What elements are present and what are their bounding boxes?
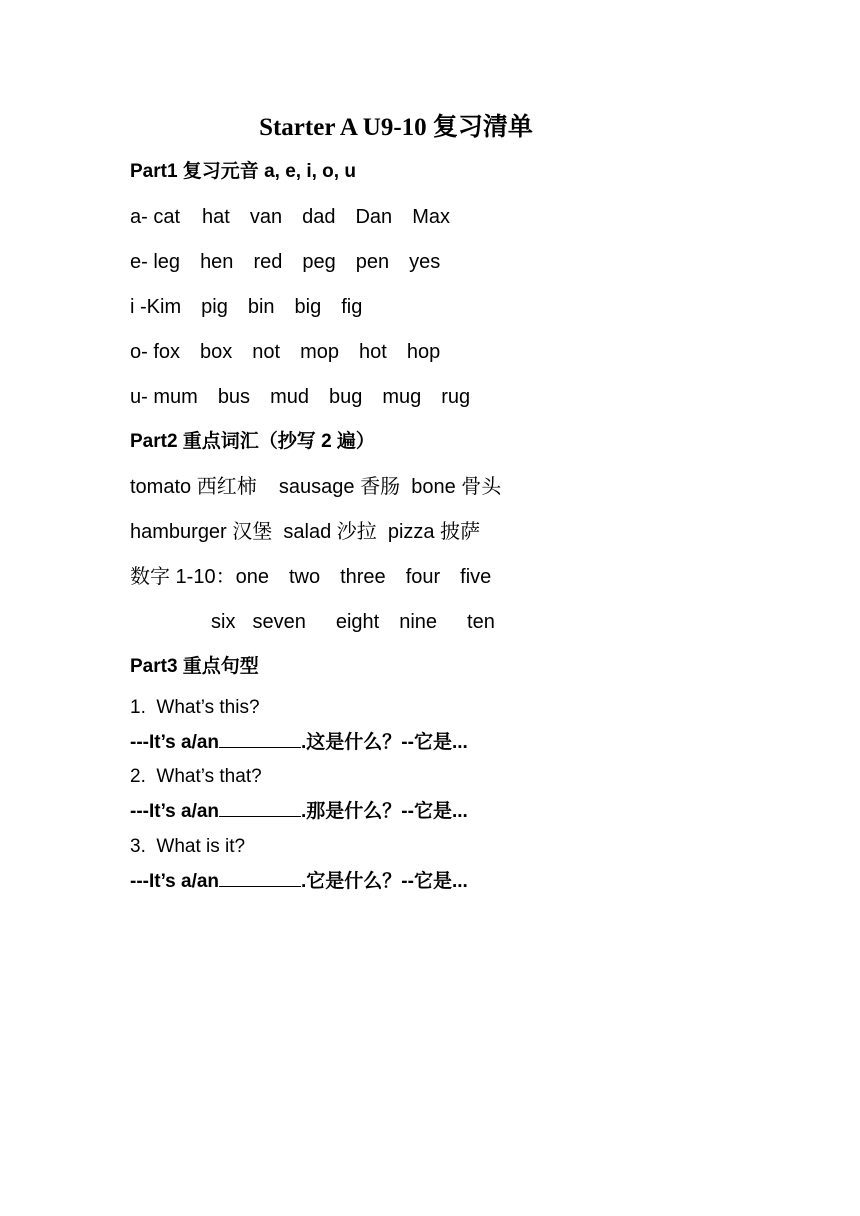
- page-title: Starter A U9-10 复习清单: [259, 114, 533, 141]
- answer-3: [130, 868, 468, 895]
- answer-prefix: ---It’s a/an: [130, 801, 220, 822]
- vowel-prefix: a-: [130, 206, 148, 228]
- word: yes: [409, 251, 441, 273]
- word: bin: [247, 296, 275, 318]
- word: hot: [359, 341, 387, 363]
- number-word: four: [405, 566, 441, 588]
- question-3: 3. What is it?: [130, 836, 246, 857]
- word: Dan: [355, 206, 393, 228]
- answer-blank[interactable]: [219, 729, 301, 748]
- word: Max: [412, 206, 450, 228]
- word: mug: [382, 386, 422, 408]
- word: pig: [201, 296, 228, 318]
- numbers-label: 数字 1-10：: [130, 566, 236, 588]
- vowel-prefix: u-: [130, 386, 148, 408]
- word: not: [252, 341, 281, 363]
- word: hen: [200, 251, 234, 273]
- answer-2: [130, 798, 468, 825]
- word: van: [249, 206, 283, 228]
- word: hat: [202, 206, 230, 228]
- word: fox: [153, 341, 181, 363]
- vowel-row-i: [130, 294, 362, 320]
- answer-blank[interactable]: [219, 798, 301, 817]
- number-word: seven: [252, 611, 306, 633]
- vowel-row-e: [130, 249, 440, 275]
- word: mop: [300, 341, 340, 363]
- word: leg: [153, 251, 181, 273]
- word: box: [200, 341, 233, 363]
- vowel-prefix: e-: [130, 251, 148, 273]
- vowel-row-o: [130, 339, 440, 365]
- word: fig: [341, 296, 363, 318]
- vowel-prefix: i -: [130, 296, 147, 318]
- answer-blank[interactable]: [219, 868, 301, 887]
- number-word: one: [235, 566, 269, 588]
- number-word: two: [288, 566, 321, 588]
- word: pen: [355, 251, 390, 273]
- vowel-row-u: [130, 384, 470, 410]
- question-1: 1. What’s this?: [130, 697, 260, 718]
- answer-suffix: .这是什么？--它是...: [301, 732, 468, 753]
- number-word: five: [460, 566, 492, 588]
- word: mud: [270, 386, 309, 408]
- vocab-line-1: tomato 西红柿 sausage 香肠 bone 骨头: [130, 476, 502, 498]
- word: hop: [406, 341, 441, 363]
- word: bug: [328, 386, 363, 408]
- word: Kim: [146, 296, 182, 318]
- word: rug: [441, 386, 471, 408]
- word: big: [294, 296, 322, 318]
- number-word: nine: [399, 611, 438, 633]
- number-word: eight: [335, 611, 380, 633]
- answer-prefix: ---It’s a/an: [130, 871, 220, 892]
- word: mum: [153, 386, 198, 408]
- part2-heading: Part2 重点词汇（抄写 2 遍）: [130, 431, 375, 452]
- vowel-prefix: o-: [130, 341, 148, 363]
- answer-suffix: .它是什么？--它是...: [301, 871, 468, 892]
- part3-heading: Part3 重点句型: [130, 656, 259, 677]
- word: red: [253, 251, 283, 273]
- vowel-row-a: [130, 204, 450, 230]
- number-word: six: [211, 611, 236, 633]
- word: bus: [217, 386, 251, 408]
- word: peg: [302, 251, 336, 273]
- word: dad: [302, 206, 336, 228]
- numbers-row-2: [211, 609, 495, 635]
- question-2: 2. What’s that?: [130, 766, 262, 787]
- answer-prefix: ---It’s a/an: [130, 732, 220, 753]
- numbers-row-1: [130, 564, 491, 590]
- answer-1: [130, 729, 468, 756]
- number-word: ten: [467, 611, 495, 633]
- part1-heading: Part1 复习元音 a, e, i, o, u: [130, 161, 356, 182]
- answer-suffix: .那是什么？--它是...: [301, 801, 468, 822]
- word: cat: [153, 206, 181, 228]
- vocab-line-2: hamburger 汉堡 salad 沙拉 pizza 披萨: [130, 521, 481, 543]
- number-word: three: [340, 566, 386, 588]
